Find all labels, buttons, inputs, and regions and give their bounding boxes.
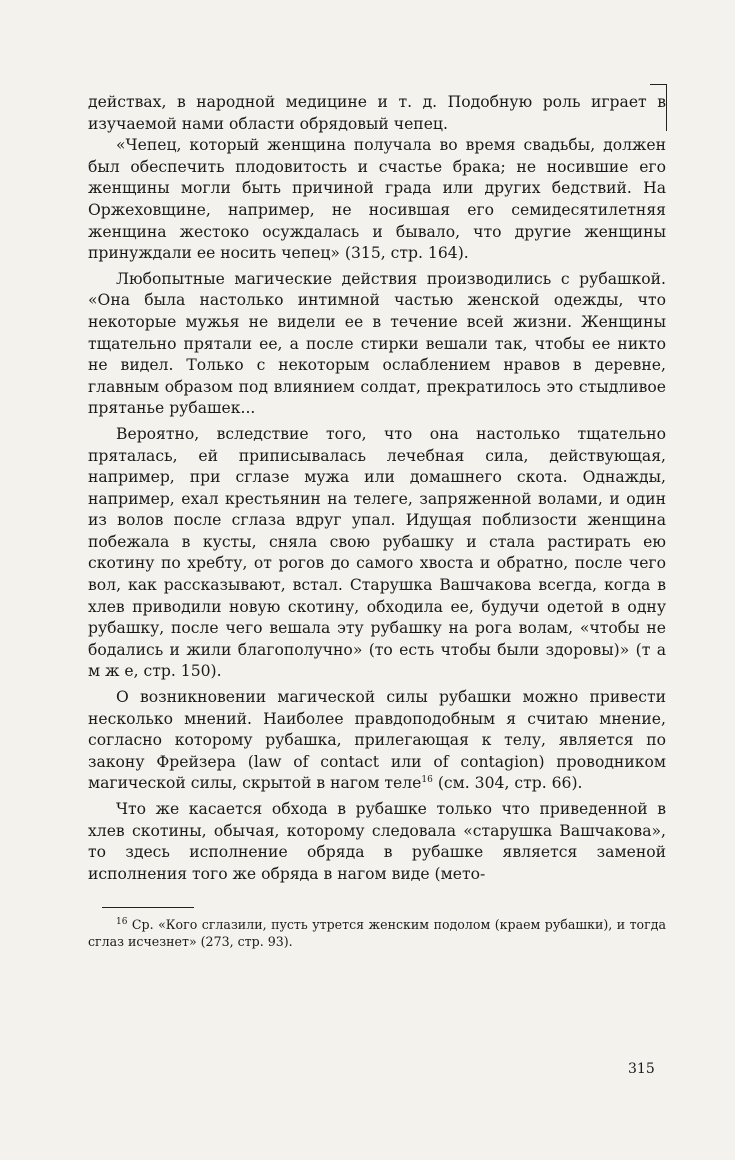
paragraph-1: действах, в народной медицине и т. д. Подобную роль играет в изучаемой нами области обрядовый чепец.: [88, 93, 666, 133]
page-body: [88, 92, 666, 950]
page-number: 315: [628, 1061, 655, 1077]
paragraph-3: Любопытные магические действия производились с рубашкой. «Она была настолько интимной частью женской одежды, что некоторые мужья не видели ее в течение всей жизни. Женщины тщательно прятали ее, а после стирки вешали так, чтобы ее никто не видел. Только с некоторым ослаблением нравов в деревне, главным образом под влиянием солдат, прекратилось это стыдливое прятанье рубашек...: [88, 269, 666, 418]
footnote-text: Ср. «Кого сглазили, пусть утрется женским подолом (краем рубашки), и тогда сглаз исчезнет» (273, стр. 93).: [88, 917, 666, 950]
paragraph-2: «Чепец, который женщина получала во время свадьбы, должен был обеспечить плодовитость и счастье брака; не носившие его женщины могли быть причиной града или других бедствий. На Оржеховщине, например, не носившая его семидесятилетняя женщина жестоко осуждалась и бывало, что другие женщины принуждали ее носить чепец» (315, стр. 164).: [88, 136, 666, 263]
paragraph-5-citation: (см. 304, стр. 66).: [432, 774, 583, 793]
paragraph-6: Что же касается обхода в рубашке только что приведенной в хлев скотины, обычая, которому следовала «старушка Вашчакова», то здесь исполнение обряда в рубашке является заменой исполнения того же обряда в нагом виде (мето-: [88, 800, 666, 883]
paragraph-4: Вероятно, вследствие того, что она настолько тщательно пряталась, ей приписывалась лечебная сила, действующая, например, при сглазе мужа или домашнего скота. Однажды, например, ехал крестьянин на телеге, запряженной волами, и один из волов после сглаза вдруг упал. Идущая поблизости женщина побежала в кусты, сняла свою рубашку и стала растирать ею скотину по хребту, от рогов до самого хвоста и обратно, после чего вол, как рассказывают, встал. Старушка Вашчакова всегда, когда в хлев приводили новую скотину, обходила ее, будучи одетой в одну рубашку, после чего вешала эту рубашку на рога волам, «чтобы не бодались и жили благополучно» (то есть чтобы были здоровы)» (т а м ж е, стр. 150).: [88, 424, 666, 681]
footnote: [88, 916, 666, 950]
paragraph-5: [88, 687, 666, 795]
footnote-ref: 16: [421, 775, 433, 786]
footnote-divider: [102, 907, 194, 908]
paragraph-5-text: О возникновении магической силы рубашки можно привести несколько мнений. Наиболее правдоподобным я считаю мнение, согласно которому рубашка, прилегающая к телу, является по закону Фрейзера (law of contact или of contagion) проводником магической силы, скрытой в нагом теле: [88, 688, 666, 793]
footnote-number: 16: [116, 917, 128, 928]
